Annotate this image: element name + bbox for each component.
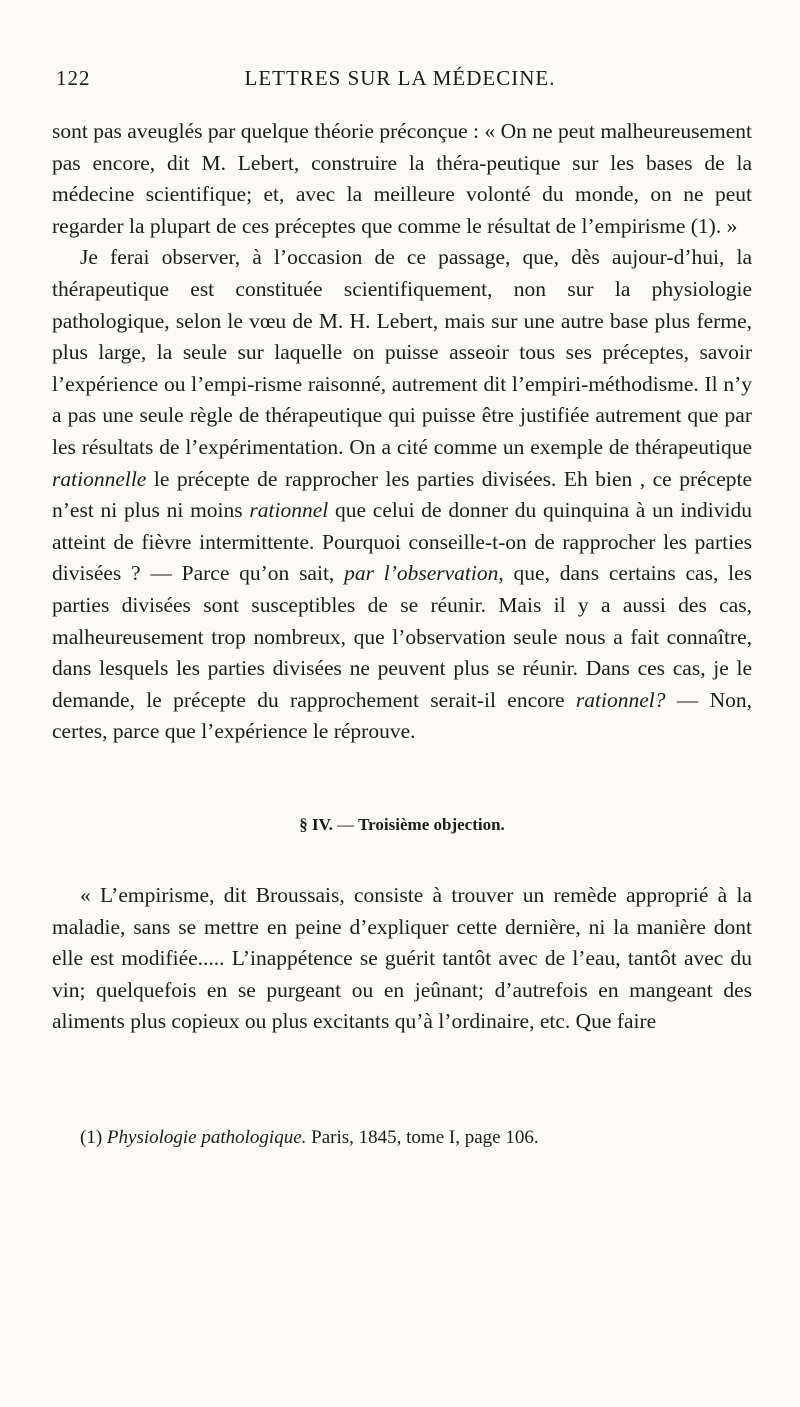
section-mark: § IV. <box>299 815 333 834</box>
text-segment: — Non, certes, parce que l’expérience le réprouve. <box>52 687 752 744</box>
footnote <box>80 1125 750 1151</box>
paragraph-1: sont pas aveuglés par quelque théorie préconçue : « On ne peut malheureusement pas encore, dit M. Lebert, construire la théra-peutique sur les bases de la médecine scientifique; et, avec la meilleure volonté du monde, on ne peut regarder la plupart de ces préceptes que comme le résultat de l’empirisme (1). » <box>52 119 752 238</box>
footnote-marker: (1) <box>80 1127 103 1148</box>
italic-term: rationnelle <box>52 466 147 491</box>
italic-term: rationnel <box>249 498 329 523</box>
text-segment: le précepte de rapprocher les parties divisées. Eh bien , ce précepte n’est ni plus ni moins <box>52 466 752 523</box>
text-segment: , que, dans certains cas, les parties divisées sont susceptibles de se réunir. Mais il y a aussi des cas, malheureusement trop nombreux, que l’observation seule nous a fait connaître, dans lesquels les parties divisées ne peuvent plus se réunir. Dans ces cas, je le demande, le précepte du rapprochement serait-il encore <box>52 561 752 712</box>
running-head <box>52 66 748 96</box>
section-title: Troisième objection. <box>358 815 505 834</box>
text-segment: que celui de donner du quinquina à un individu atteint de fièvre intermittente. Pourquoi conseille-t-on de rapprocher les parties divisées ? — Parce qu’on sait, <box>52 498 752 586</box>
section-heading <box>52 815 752 835</box>
italic-term: rationnel? <box>575 687 666 712</box>
main-text <box>52 116 752 748</box>
page-number: 122 <box>56 66 91 90</box>
running-title: LETTRES SUR LA MÉDECINE. <box>244 66 556 90</box>
footnote-rest: Paris, 1845, tome I, page 106. <box>306 1127 539 1148</box>
text-segment: Je ferai observer, à l’occasion de ce passage, que, dès aujour-d’hui, la thérapeutique est constituée scientifiquement, non sur la physiologie pathologique, selon le vœu de M. H. Lebert, mais sur une autre base plus ferme, plus large, la seule sur laquelle on puisse asseoir tous ses préceptes, savoir l’expérience ou l’empi-risme raisonné, autrement dit l’empiri-méthodisme. Il n’y a pas une seule règle de thérapeutique qui puisse être justifiée autrement que par les résultats de l’expérimentation. On a cité comme un exemple de thérapeutique <box>52 245 752 459</box>
section-dash: — <box>337 815 355 834</box>
section-text <box>52 880 752 1038</box>
paragraph-3: « L’empirisme, dit Broussais, consiste à trouver un remède approprié à la maladie, sans se mettre en peine d’expliquer cette dernière, ni la manière dont elle est modifiée..... L’inappétence se guérit tantôt avec de l’eau, tantôt avec du vin; quelquefois en se purgeant ou en jeûnant; d’autrefois en mangeant des aliments plus copieux ou plus excitants qu’à l’ordinaire, etc. Que faire <box>52 883 752 1034</box>
italic-term: par l’observation <box>344 561 499 586</box>
footnote-title: Physiologie pathologique. <box>106 1127 307 1148</box>
paragraph-2 <box>52 242 752 748</box>
